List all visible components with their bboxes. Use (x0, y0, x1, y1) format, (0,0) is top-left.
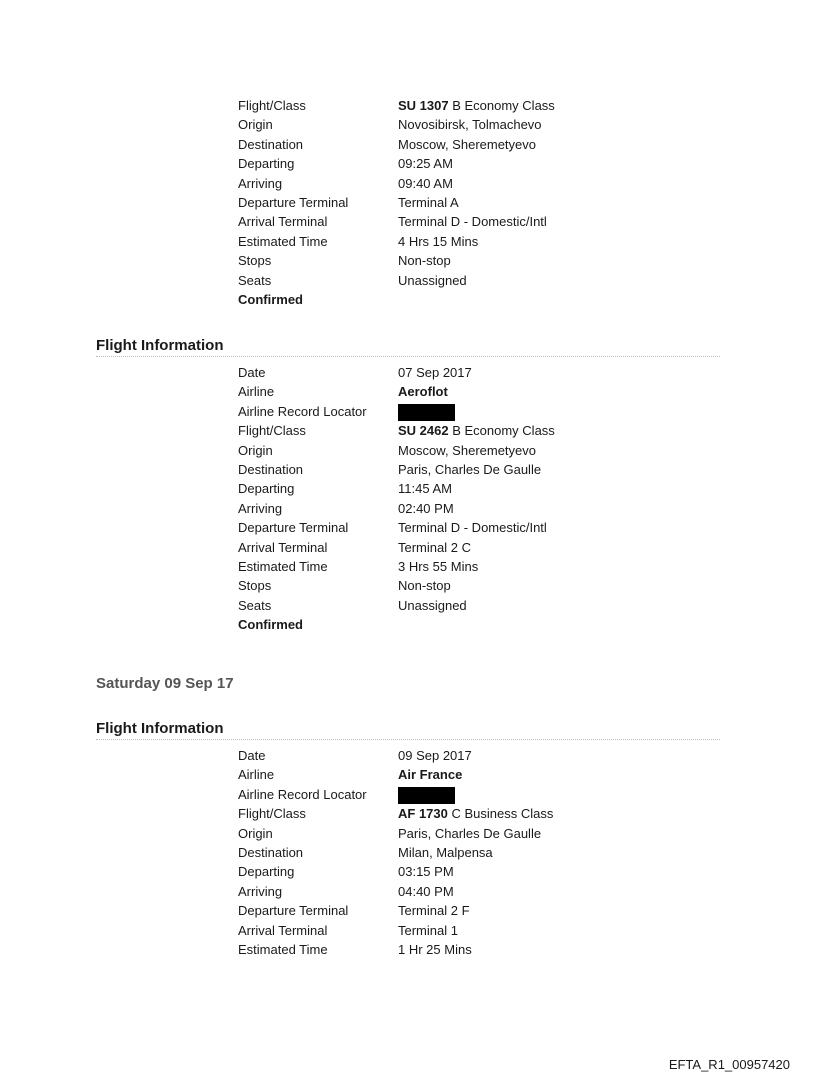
flight-details-3 (238, 746, 718, 959)
row-arriving (238, 882, 718, 901)
row-record-locator (238, 785, 718, 804)
document-id: EFTA_R1_00957420 (668, 1057, 790, 1072)
label: Flight/Class (238, 98, 306, 113)
value: Unassigned (398, 272, 467, 288)
redaction-box (398, 404, 455, 421)
row-departing (238, 862, 718, 881)
label: Estimated Time (238, 558, 328, 574)
row-arriving (238, 174, 718, 193)
airline-name: Air France (398, 767, 463, 783)
value: Milan, Malpensa (398, 844, 493, 860)
row-seats (238, 271, 718, 290)
row-origin (238, 115, 718, 134)
label: Arriving (238, 500, 283, 516)
row-stops (238, 576, 718, 595)
label: Arrival Terminal (238, 539, 328, 555)
label: Destination (238, 136, 304, 152)
label: Stops (238, 578, 272, 594)
label: Date (238, 365, 266, 380)
value: Terminal 2 C (398, 539, 471, 555)
flight-details-1 (238, 96, 718, 309)
redaction-box (398, 787, 455, 804)
label: Arrival Terminal (238, 214, 328, 230)
row-date (238, 363, 718, 382)
label: Origin (238, 825, 273, 841)
row-departure-terminal (238, 518, 718, 537)
label: Flight/Class (238, 423, 306, 439)
value: 03:15 PM (398, 864, 454, 880)
value: 4 Hrs 15 Mins (398, 233, 479, 249)
value: 1 Hr 25 Mins (398, 941, 472, 957)
row-departing (238, 154, 718, 173)
row-airline (238, 382, 718, 401)
value: Terminal D - Domestic/Intl (398, 214, 547, 230)
label: Arriving (238, 883, 283, 899)
value: Unassigned (398, 597, 467, 613)
value: 07 Sep 2017 (398, 365, 472, 380)
status-confirmed: Confirmed (238, 291, 303, 307)
label: Seats (238, 597, 272, 613)
value: 04:40 PM (398, 883, 454, 899)
value: Paris, Charles De Gaulle (398, 825, 542, 841)
value: Moscow, Sheremetyevo (398, 442, 537, 458)
row-seats (238, 596, 718, 615)
label: Airline Record Locator (238, 403, 367, 419)
value: 02:40 PM (398, 500, 454, 516)
day-heading: Saturday 09 Sep 17 (96, 675, 234, 692)
row-estimated-time (238, 232, 718, 251)
row-departure-terminal (238, 901, 718, 920)
row-status (238, 290, 718, 309)
value: 09 Sep 2017 (398, 748, 472, 763)
label: Estimated Time (238, 941, 328, 957)
row-destination (238, 135, 718, 154)
flight-class: B Economy Class (448, 98, 555, 113)
row-flight-class (238, 421, 718, 440)
value: Non-stop (398, 578, 451, 594)
label: Origin (238, 442, 273, 458)
row-flight-class (238, 804, 718, 823)
row-estimated-time (238, 557, 718, 576)
value: 3 Hrs 55 Mins (398, 558, 479, 574)
row-flight-class (238, 96, 718, 115)
value: 09:25 AM (398, 156, 453, 172)
label: Date (238, 748, 266, 763)
label: Arriving (238, 175, 283, 191)
label: Airline (238, 767, 275, 783)
flight-details-2 (238, 363, 718, 634)
label: Destination (238, 844, 304, 860)
label: Stops (238, 253, 272, 269)
label: Airline (238, 384, 275, 400)
section-title-flight-information: Flight Information (96, 720, 720, 740)
label: Airline Record Locator (238, 786, 367, 802)
label: Departing (238, 864, 295, 880)
row-origin (238, 441, 718, 460)
label: Estimated Time (238, 233, 328, 249)
flight-class: C Business Class (447, 806, 554, 822)
value: 09:40 AM (398, 175, 453, 191)
row-origin (238, 824, 718, 843)
label: Arrival Terminal (238, 922, 328, 938)
label: Destination (238, 461, 304, 477)
label: Origin (238, 117, 273, 133)
row-record-locator (238, 402, 718, 421)
value: Moscow, Sheremetyevo (398, 136, 537, 152)
airline-name: Aeroflot (398, 384, 448, 400)
row-arrival-terminal (238, 538, 718, 557)
status-confirmed: Confirmed (238, 617, 303, 633)
value: 11:45 AM (398, 481, 452, 497)
value: Terminal 2 F (398, 903, 470, 919)
flight-code: AF 1730 (398, 806, 448, 822)
row-estimated-time (238, 940, 718, 959)
value: Novosibirsk, Tolmachevo (398, 117, 542, 133)
value: Terminal 1 (398, 922, 458, 938)
label: Flight/Class (238, 806, 306, 822)
row-arrival-terminal (238, 212, 718, 231)
label: Departure Terminal (238, 903, 349, 919)
row-arriving (238, 499, 718, 518)
row-arrival-terminal (238, 921, 718, 940)
row-departure-terminal (238, 193, 718, 212)
label: Departure Terminal (238, 520, 349, 536)
flight-code: SU 2462 (398, 423, 449, 439)
row-airline (238, 765, 718, 784)
section-title-flight-information: Flight Information (96, 337, 720, 357)
row-destination (238, 460, 718, 479)
label: Departing (238, 481, 295, 497)
value: Paris, Charles De Gaulle (398, 461, 542, 477)
row-departing (238, 479, 718, 498)
row-status (238, 615, 718, 634)
row-destination (238, 843, 718, 862)
row-stops (238, 251, 718, 270)
label: Departure Terminal (238, 194, 349, 210)
row-date (238, 746, 718, 765)
label: Seats (238, 272, 272, 288)
label: Departing (238, 156, 295, 172)
value: Terminal D - Domestic/Intl (398, 520, 547, 536)
flight-class: B Economy Class (448, 423, 555, 439)
flight-code: SU 1307 (398, 98, 449, 113)
value: Non-stop (398, 253, 451, 269)
value: Terminal A (398, 194, 459, 210)
